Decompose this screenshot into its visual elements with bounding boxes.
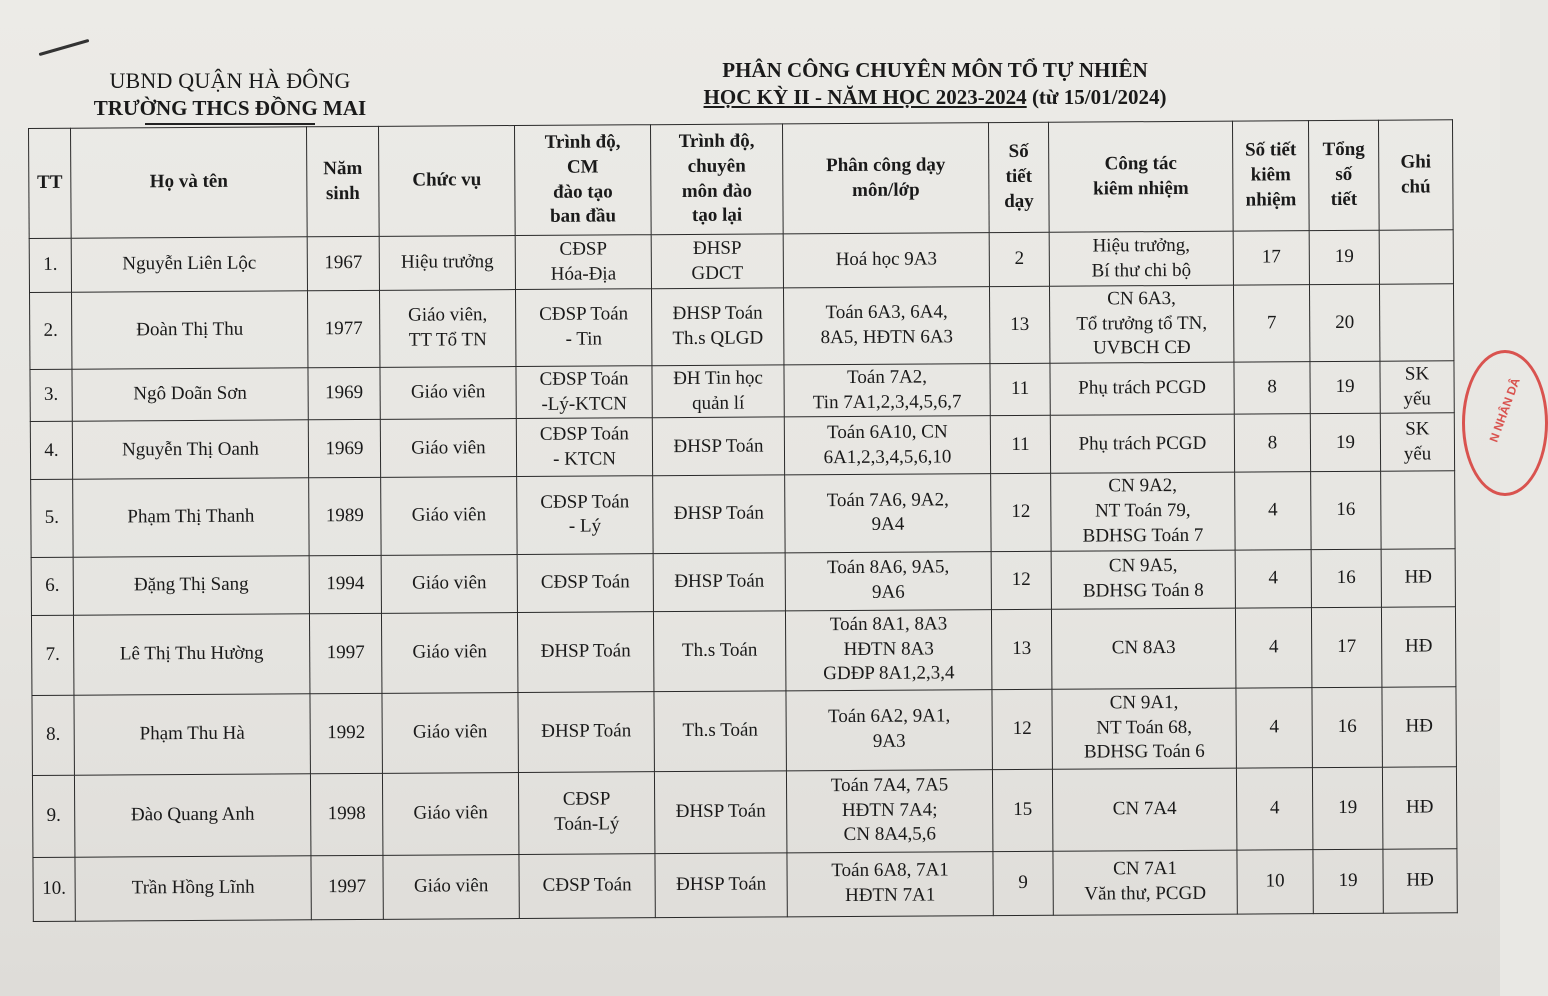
cell-total: 19: [1310, 414, 1380, 472]
cell-tt: 9.: [32, 775, 75, 857]
cell-birth: 1994: [309, 555, 381, 613]
document-title-block: [640, 58, 1230, 110]
cell-retraining: ĐHSP Toán: [653, 552, 785, 611]
cell-concurrent-periods: 7: [1233, 285, 1309, 363]
cell-birth: 1997: [309, 613, 381, 693]
cell-total: 19: [1310, 361, 1380, 414]
cell-tt: 2.: [30, 292, 72, 369]
cell-concurrent: Phụ trách PCGD: [1050, 415, 1234, 474]
cell-training: CĐSP Toán - KTCN: [516, 418, 652, 477]
cell-note: [1379, 230, 1453, 284]
cell-periods: 11: [990, 416, 1050, 474]
cell-periods: 12: [991, 551, 1051, 609]
cell-training: ĐHSP Toán: [517, 611, 653, 692]
cell-retraining: ĐHSP Toán: [654, 770, 786, 853]
red-seal-stamp: [1462, 350, 1548, 496]
cell-note: HĐ: [1383, 848, 1457, 912]
cell-name: Phạm Thu Hà: [74, 693, 310, 774]
cell-concurrent-periods: 4: [1236, 767, 1312, 849]
effective-date: (từ 15/01/2024): [1031, 85, 1167, 109]
cell-note: HĐ: [1382, 766, 1456, 848]
cell-retraining: ĐHSP Toán: [655, 852, 787, 917]
cell-name: Trần Hồng Lĩnh: [75, 855, 311, 920]
cell-birth: 1997: [311, 855, 383, 919]
cell-periods: 15: [992, 769, 1052, 851]
col-training: Trình độ, CM đào tạo ban đầu: [514, 125, 651, 236]
cell-training: CĐSP Toán - Lý: [517, 476, 653, 554]
cell-training: CĐSP Hóa-Địa: [515, 235, 651, 290]
cell-tt: 4.: [30, 422, 72, 480]
table-header-row: [29, 120, 1454, 239]
table-row: [33, 848, 1457, 921]
cell-assignment: Toán 6A8, 7A1 HĐTN 7A1: [787, 851, 993, 916]
cell-birth: 1977: [307, 290, 379, 368]
col-concurrent: Công tác kiêm nhiệm: [1048, 121, 1233, 232]
cell-training: CĐSP Toán-Lý: [518, 771, 654, 854]
district-name: UBND QUẬN HÀ ĐÔNG: [109, 68, 351, 93]
table-body: [29, 230, 1457, 921]
cell-training: CĐSP Toán: [519, 853, 655, 918]
cell-note: [1381, 471, 1455, 549]
cell-concurrent: CN 9A2, NT Toán 79, BDHSG Toán 7: [1051, 473, 1235, 551]
cell-assignment: Toán 8A6, 9A5, 9A6: [785, 551, 991, 610]
semester-label: HỌC KỲ II - NĂM HỌC 2023-2024: [703, 85, 1027, 109]
cell-tt: 10.: [33, 857, 75, 921]
cell-birth: 1989: [309, 478, 381, 556]
col-position: Chức vụ: [378, 126, 515, 237]
cell-total: 16: [1311, 472, 1381, 549]
cell-position: Giáo viên: [381, 554, 517, 613]
cell-note: HĐ: [1381, 606, 1455, 686]
cell-name: Nguyễn Thị Oanh: [72, 420, 308, 479]
cell-total: 19: [1312, 767, 1382, 849]
cell-concurrent-periods: 4: [1235, 472, 1311, 550]
cell-birth: 1969: [308, 420, 380, 478]
col-periods: Số tiết dạy: [988, 122, 1049, 232]
cell-tt: 5.: [31, 480, 73, 557]
cell-training: CĐSP Toán -Lý-KTCN: [516, 366, 652, 419]
cell-periods: 13: [989, 286, 1049, 363]
cell-birth: 1992: [310, 693, 382, 773]
col-concurrent-periods: Số tiết kiêm nhiệm: [1232, 121, 1309, 231]
col-assignment: Phân công dạy môn/lớp: [782, 123, 989, 234]
table-row: [32, 766, 1456, 857]
cell-birth: 1967: [307, 236, 379, 290]
cell-position: Giáo viên: [382, 772, 518, 855]
cell-position: Giáo viên: [383, 854, 519, 919]
cell-concurrent: CN 8A3: [1051, 608, 1235, 689]
cell-assignment: Toán 7A6, 9A2, 9A4: [785, 474, 991, 552]
cell-assignment: Toán 7A2, Tin 7A1,2,3,4,5,6,7: [784, 364, 990, 418]
cell-periods: 2: [989, 232, 1049, 286]
document-subtitle: [640, 85, 1230, 110]
cell-assignment: Toán 7A4, 7A5 HĐTN 7A4; CN 8A4,5,6: [786, 769, 992, 852]
cell-tt: 8.: [32, 695, 74, 775]
table-row: [30, 284, 1454, 370]
cell-assignment: Toán 6A3, 6A4, 8A5, HĐTN 6A3: [783, 287, 989, 365]
cell-name: Ngô Doãn Sơn: [72, 368, 308, 422]
cell-total: 19: [1309, 230, 1379, 284]
cell-position: Giáo viên: [380, 419, 516, 478]
cell-name: Lê Thị Thu Hường: [73, 613, 309, 694]
col-retraining: Trình độ, chuyên môn đào tạo lại: [650, 124, 783, 235]
cell-assignment: Hoá học 9A3: [783, 233, 989, 288]
cell-concurrent-periods: 8: [1234, 414, 1310, 472]
cell-concurrent: CN 6A3, Tổ trưởng tổ TN, UVBCH CĐ: [1049, 285, 1233, 363]
cell-periods: 13: [991, 609, 1051, 689]
cell-tt: 1.: [29, 238, 71, 292]
table-row: [30, 413, 1454, 480]
cell-concurrent: CN 7A1 Văn thư, PCGD: [1053, 850, 1237, 915]
cell-total: 17: [1311, 607, 1381, 687]
cell-training: ĐHSP Toán: [518, 691, 654, 772]
cell-tt: 6.: [31, 557, 73, 615]
school-name: TRƯỜNG THCS ĐỒNG MAI: [93, 96, 367, 120]
cell-concurrent-periods: 10: [1237, 849, 1313, 913]
cell-training: CĐSP Toán: [517, 553, 653, 612]
cell-concurrent-periods: 4: [1236, 687, 1312, 767]
table-row: [32, 686, 1456, 775]
cell-position: Giáo viên: [382, 692, 518, 773]
cell-name: Đào Quang Anh: [74, 773, 310, 856]
cell-retraining: ĐHSP Toán: [652, 417, 784, 476]
school-header: [70, 68, 390, 125]
col-note: Ghi chú: [1378, 120, 1453, 230]
cell-total: 19: [1313, 849, 1383, 913]
cell-assignment: Toán 6A2, 9A1, 9A3: [786, 689, 992, 770]
cell-concurrent: CN 9A5, BDHSG Toán 8: [1051, 550, 1235, 609]
cell-position: Giáo viên: [381, 477, 517, 555]
cell-concurrent-periods: 4: [1235, 549, 1311, 607]
cell-concurrent-periods: 17: [1233, 231, 1309, 285]
cell-position: Giáo viên: [380, 367, 516, 420]
col-name: Họ và tên: [71, 127, 308, 238]
assignment-table: [28, 119, 1458, 921]
cell-concurrent-periods: 8: [1234, 362, 1310, 415]
col-total: Tổng số tiết: [1308, 120, 1379, 230]
cell-tt: 7.: [31, 615, 73, 695]
cell-total: 20: [1309, 284, 1379, 361]
table-row: [31, 548, 1455, 615]
cell-birth: 1969: [308, 367, 380, 420]
cell-name: Nguyễn Liên Lộc: [71, 237, 307, 292]
cell-concurrent-periods: 4: [1235, 607, 1311, 687]
cell-name: Đoàn Thị Thu: [72, 291, 308, 370]
table-row: [30, 361, 1454, 422]
cell-retraining: ĐHSP Toán Th.s QLGD: [651, 288, 783, 366]
cell-position: Giáo viên, TT Tổ TN: [379, 290, 515, 368]
col-birth: Năm sinh: [306, 126, 379, 236]
cell-position: Giáo viên: [381, 612, 517, 693]
table-row: [31, 606, 1455, 695]
cell-birth: 1998: [310, 773, 382, 855]
cell-name: Đặng Thị Sang: [73, 555, 309, 614]
cell-assignment: Toán 8A1, 8A3 HĐTN 8A3 GDĐP 8A1,2,3,4: [785, 609, 991, 690]
cell-note: SK yếu: [1380, 361, 1454, 414]
stamp-text: N NHÂN DÂ: [1486, 375, 1523, 445]
table-row: [29, 230, 1453, 293]
cell-note: HĐ: [1382, 686, 1456, 766]
cell-periods: 11: [990, 363, 1050, 416]
document-title: PHÂN CÔNG CHUYÊN MÔN TỔ TỰ NHIÊN: [722, 58, 1148, 82]
col-tt: TT: [29, 128, 72, 238]
cell-retraining: Th.s Toán: [654, 690, 786, 771]
cell-retraining: ĐHSP Toán: [653, 475, 785, 553]
cell-periods: 9: [993, 851, 1053, 915]
cell-periods: 12: [991, 474, 1051, 551]
cell-periods: 12: [992, 689, 1052, 769]
cell-total: 16: [1312, 687, 1382, 767]
cell-concurrent: CN 9A1, NT Toán 68, BDHSG Toán 6: [1052, 688, 1236, 769]
cell-name: Phạm Thị Thanh: [73, 478, 309, 557]
cell-note: HĐ: [1381, 548, 1455, 606]
cell-retraining: ĐHSP GDCT: [651, 234, 783, 289]
cell-retraining: ĐH Tin học quản lí: [652, 365, 784, 418]
cell-concurrent: CN 7A4: [1052, 768, 1236, 851]
cell-total: 16: [1311, 549, 1381, 607]
cell-tt: 3.: [30, 369, 72, 422]
cell-assignment: Toán 6A10, CN 6A1,2,3,4,5,6,10: [784, 416, 990, 475]
header-underline: [145, 123, 315, 125]
cell-training: CĐSP Toán - Tin: [515, 289, 651, 367]
cell-retraining: Th.s Toán: [653, 610, 785, 691]
cell-position: Hiệu trưởng: [379, 236, 515, 291]
table-row: [31, 471, 1455, 557]
cell-note: [1379, 284, 1453, 362]
cell-note: SK yếu: [1380, 413, 1454, 471]
cell-concurrent: Phụ trách PCGD: [1050, 362, 1234, 415]
cell-concurrent: Hiệu trưởng, Bí thư chi bộ: [1049, 231, 1233, 286]
